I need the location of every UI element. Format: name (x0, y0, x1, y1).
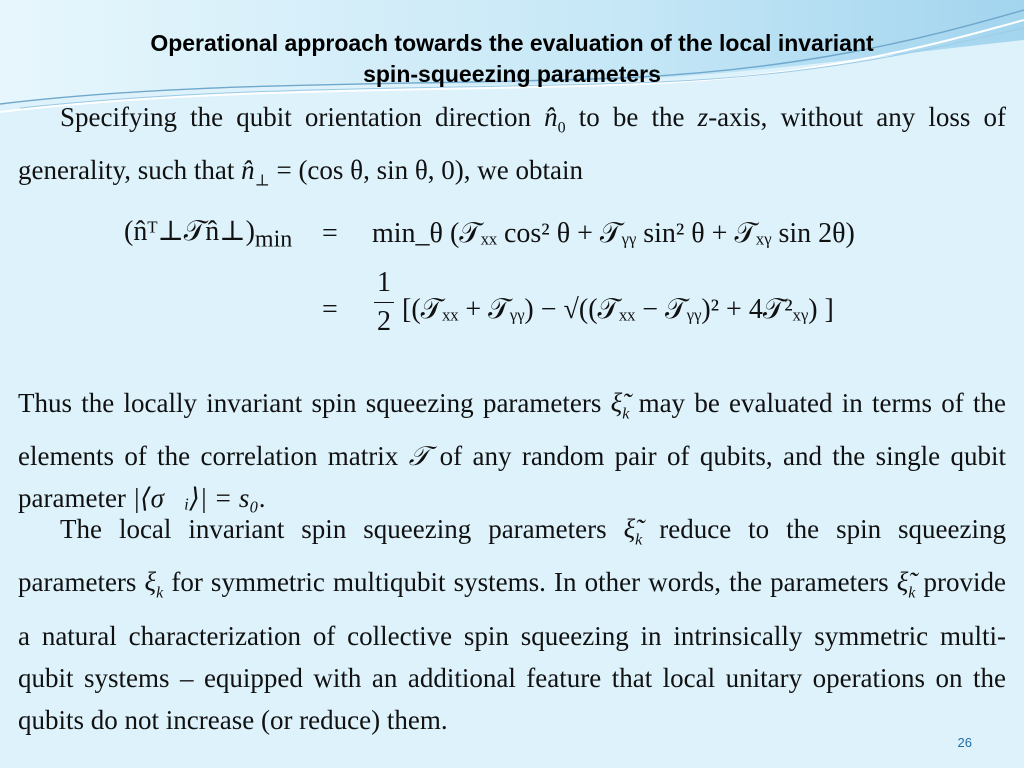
p2-text-1: Thus the locally invariant spin squeezing parameters (18, 388, 611, 418)
paragraph-3 (18, 508, 1006, 741)
slide-title-line-1: Operational approach towards the evaluation of the local invariant (150, 30, 874, 56)
p3-text-2: reduce to the spin squeezing parameters (18, 514, 1007, 598)
equation-fraction-half (374, 266, 394, 339)
page-number: 26 (957, 735, 972, 750)
p3-math-xi-tilde-2-sub: k (908, 584, 916, 602)
p2-math-T: 𝒯 (408, 441, 430, 472)
intro-paragraph (18, 96, 1006, 203)
p3-text-3: for symmetric multiqubit systems. In other words, the parameters (163, 567, 897, 598)
equation-equals-2: = (322, 294, 338, 325)
intro-math-nperp-sub: ⊥ (254, 172, 270, 190)
equation-lhs-text: (n̂ᵀ⊥𝒯n̂⊥) (124, 216, 255, 247)
p3-math-xi-tilde-sub: k (635, 531, 643, 549)
p3-math-xi-tilde-2: ξ̃ (896, 567, 909, 598)
p3-math-xi-tilde: ξ̃ (623, 514, 636, 544)
p2-text-2: may be evaluated in terms of the elements of the correlation matrix (18, 388, 1006, 472)
intro-math-z: z (697, 102, 709, 132)
equation-equals-1: = (322, 218, 338, 249)
p3-math-xi-sub: k (156, 584, 164, 602)
p3-math-xi: ξ (144, 567, 157, 598)
paragraph-2 (18, 382, 1006, 519)
p3-text-1: The local invariant spin squeezing parameters (60, 514, 624, 544)
p2-math-xi-tilde: ξ̃ (610, 388, 623, 418)
intro-text-3: -axis, without any loss of generality, such that (18, 102, 1006, 186)
equation-lhs (124, 214, 292, 254)
equation-row-2: [(𝒯ₓₓ + 𝒯ᵧᵧ) − √((𝒯ₓₓ − 𝒯ᵧᵧ)² + 4𝒯²ₓᵧ) ] (402, 294, 834, 325)
p3-text-4: provide a natural characterization of collective spin squeezing in intrinsically symmetric multi-qubit systems – equipped with an additional feature that local unitary operations on the qubits do not increase (or reduce) them. (18, 567, 1006, 735)
p2-text-4: . (258, 483, 266, 514)
equation-row-1: min_θ (𝒯ₓₓ cos² θ + 𝒯ᵧᵧ sin² θ + 𝒯ₓᵧ sin 2θ) (372, 218, 855, 249)
intro-text-1: Specifying the qubit orientation direction (60, 102, 545, 132)
p2-math-xi-sub: k (622, 405, 630, 423)
fraction-bar (374, 302, 394, 303)
p2-text-3: of any random pair of qubits, and the single qubit parameter (18, 441, 1006, 514)
p2-math-sigma: |⟨σ⃗ᵢ⟩| = s₀ (132, 483, 259, 514)
intro-math-nperp: n̂ (241, 155, 255, 186)
fraction-numerator: 1 (377, 267, 391, 298)
slide-title (0, 28, 1024, 90)
intro-text-2: to be the (565, 102, 698, 132)
intro-text-4: = (cos θ, sin θ, 0), we obtain (269, 155, 584, 186)
intro-math-n0: n̂ (544, 102, 558, 132)
slide-title-line-2: spin-squeezing parameters (363, 61, 661, 87)
equation-lhs-sub: min (254, 226, 293, 253)
fraction-denominator: 2 (377, 306, 391, 337)
intro-math-n0-sub: 0 (557, 119, 566, 137)
